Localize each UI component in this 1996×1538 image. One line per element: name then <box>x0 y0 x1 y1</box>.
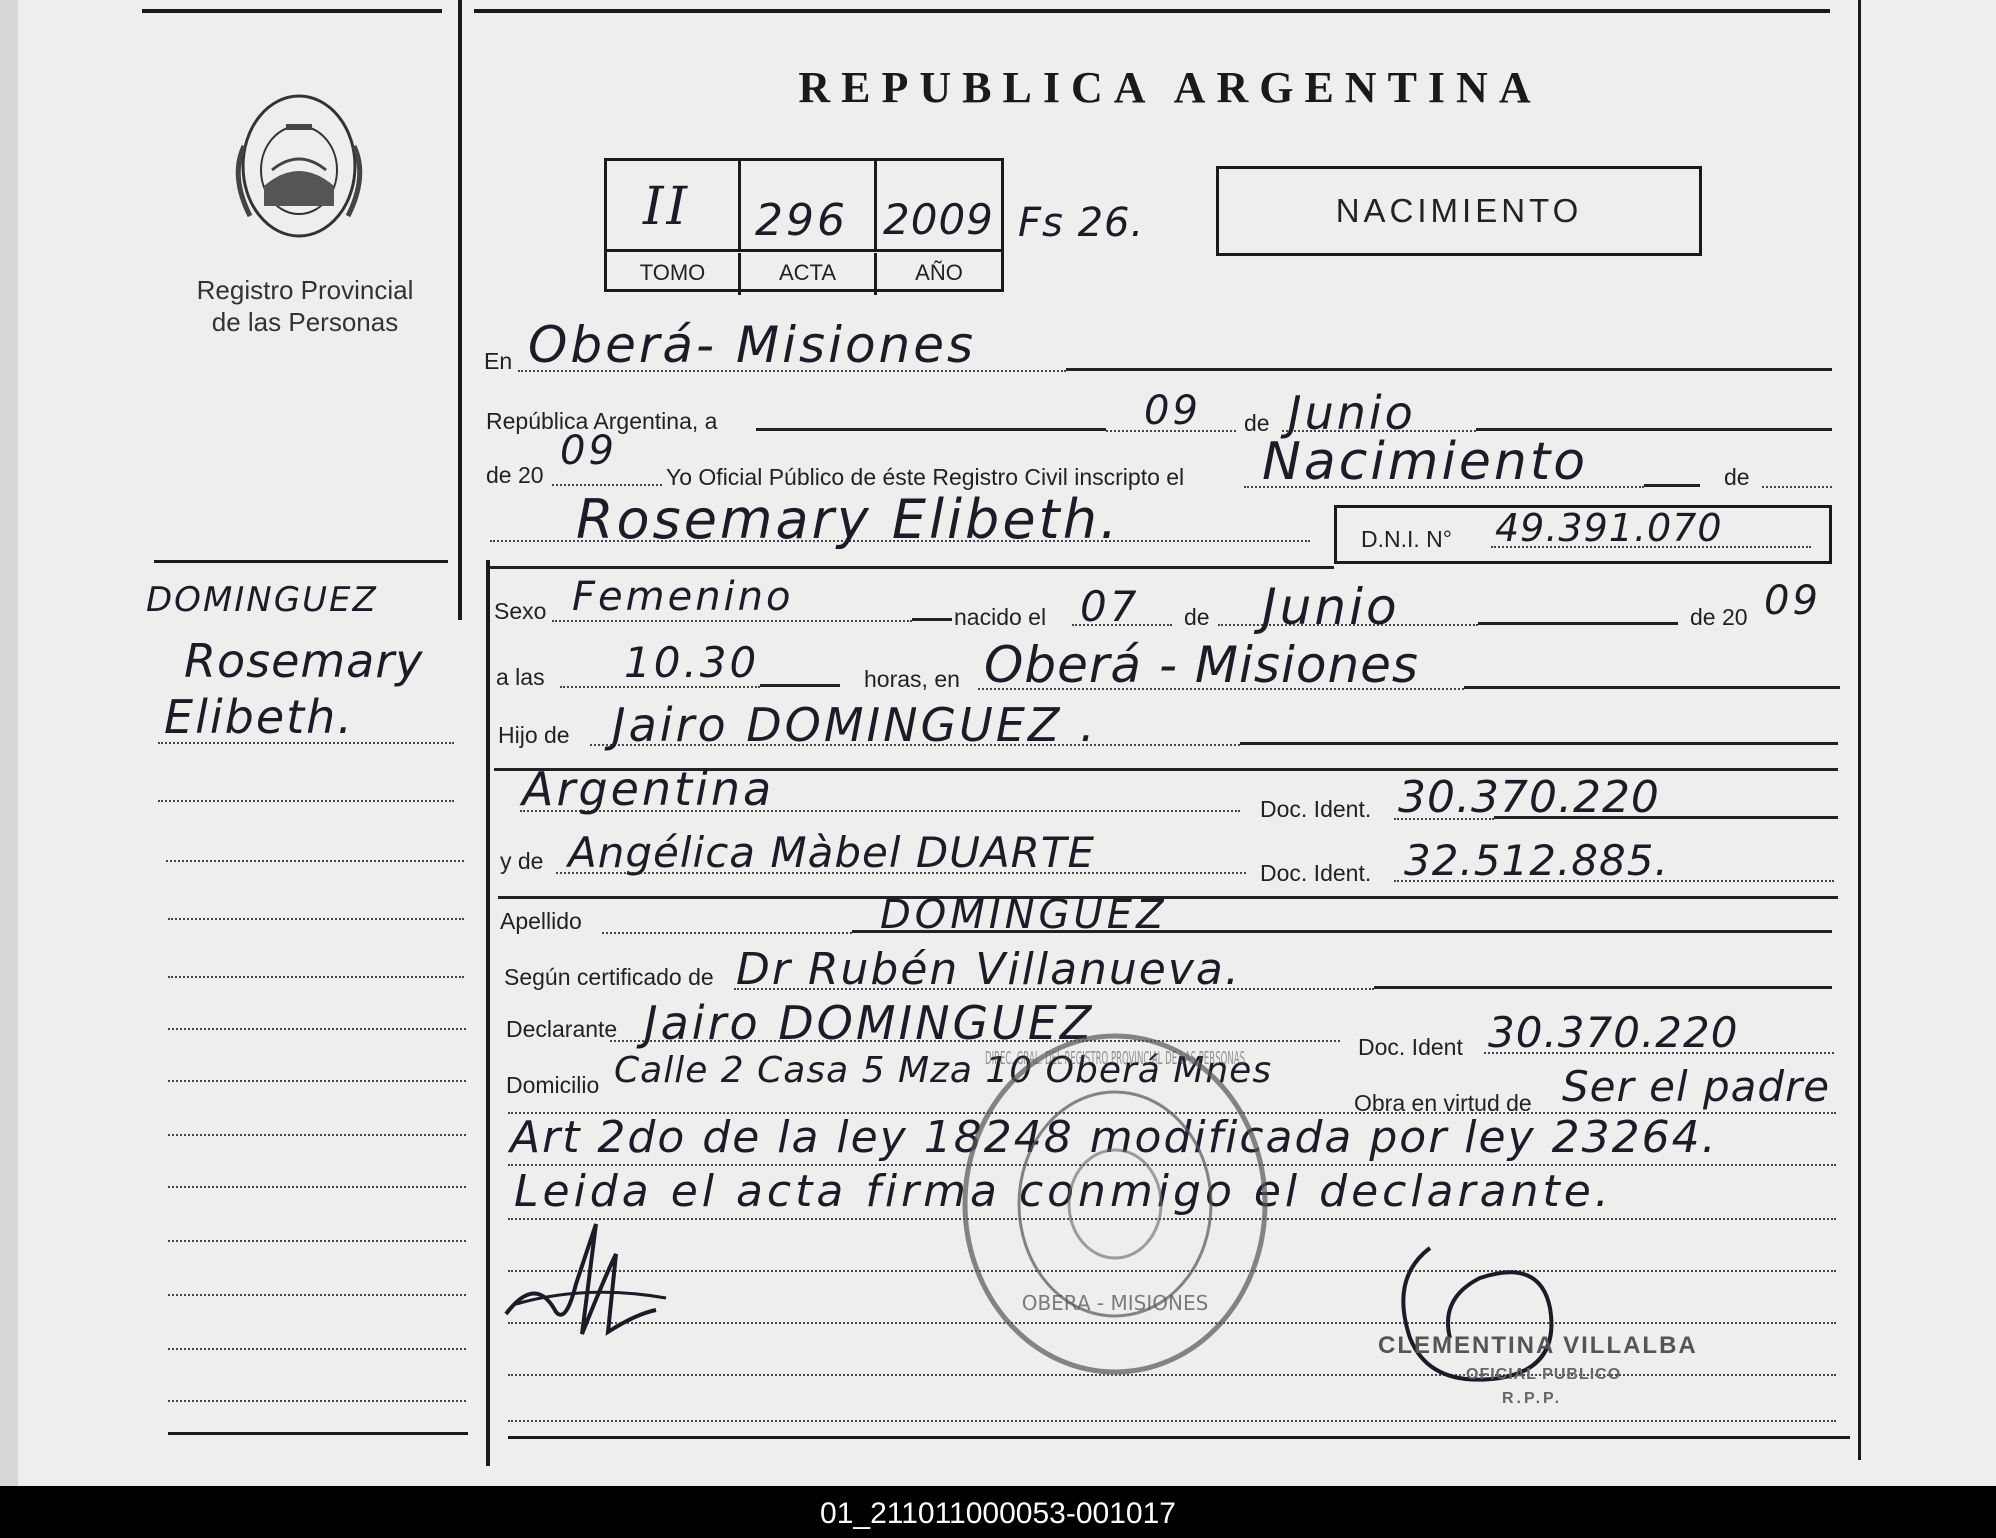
apellido-dotline <box>602 932 852 934</box>
hora-value: 10.30 <box>624 638 760 687</box>
declarante-label: Declarante <box>506 1016 618 1042</box>
en-line <box>1066 368 1832 371</box>
official-circular-stamp <box>950 1024 1280 1384</box>
official-title: OFICIAL PUBLICO <box>1466 1366 1622 1383</box>
margin-dotline <box>166 860 464 862</box>
acta-tipo-box: NACIMIENTO <box>1216 166 1702 256</box>
blank-dotline <box>508 1420 1836 1422</box>
nacido-mes-line <box>1478 622 1678 625</box>
page-right-border <box>1858 0 1861 1460</box>
stamp-center-text: OBERA - MISIONES <box>1021 1291 1209 1315</box>
inscripto-line <box>1644 484 1700 487</box>
padre-doc-value: 30.370.220 <box>1398 772 1660 823</box>
hijo-label: Hijo de <box>498 722 570 748</box>
domicilio-value: Calle 2 Casa 5 Mza 10 Oberá Mnes <box>614 1050 1273 1091</box>
margin-dotline <box>168 1186 466 1188</box>
dni-label: D.N.I. N° <box>1361 526 1452 552</box>
margin-dotline <box>168 1294 466 1296</box>
domicilio-label: Domicilio <box>506 1072 600 1098</box>
margin-dotline <box>168 1400 466 1402</box>
margin-dotline <box>168 1028 466 1030</box>
official-signature <box>1390 1218 1570 1388</box>
alas-label: a las <box>496 664 545 690</box>
anio-dotline <box>552 484 662 486</box>
declarante-doc-label: Doc. Ident <box>1358 1034 1463 1060</box>
de-2000-label: de 20 <box>1690 604 1748 630</box>
margin-nombre-1: Rosemary <box>184 634 424 688</box>
madre-bottom-line <box>498 896 1838 899</box>
folio-value: Fs 26. <box>1018 200 1145 246</box>
sexo-value: Femenino <box>572 574 794 620</box>
margin-apellido: DOMINGUEZ <box>146 580 378 620</box>
doc-ident-label-2: Doc. Ident. <box>1260 860 1372 886</box>
nacido-label: nacido el <box>954 604 1047 630</box>
segun-label: Según certificado de <box>504 964 714 990</box>
margin-dotline <box>158 800 454 802</box>
de-label-3: de <box>1184 604 1210 630</box>
nacido-mes-value: Junio <box>1262 578 1400 636</box>
yde-label: y de <box>500 848 544 874</box>
anio-inscripcion-value: 09 <box>560 428 617 474</box>
obra-value: Ser el padre <box>1562 1062 1831 1111</box>
official-org: R.P.P. <box>1502 1390 1563 1407</box>
de-label: de <box>1244 410 1270 436</box>
acta-label: ACTA <box>741 253 877 295</box>
top-rule-left <box>142 9 442 13</box>
lugar-value: Oberá - Misiones <box>984 636 1419 694</box>
republica-label: República Argentina, a <box>486 408 718 434</box>
nacido-dia-value: 07 <box>1080 582 1140 631</box>
form-bottom-rule <box>508 1436 1850 1439</box>
padre-nacionalidad: Argentina <box>522 762 775 816</box>
margin-bottom-rule <box>168 1432 468 1435</box>
page-fold-shadow <box>0 0 18 1486</box>
registro-line-2: de las Personas <box>211 307 399 337</box>
padre-line <box>1240 742 1838 745</box>
nombre-bottom-line <box>490 566 1334 569</box>
mes-line <box>1476 428 1832 431</box>
registro-provincial-label <box>150 274 460 338</box>
declarante-value: Jairo DOMINGUEZ <box>644 996 1095 1050</box>
en-label: En <box>484 348 513 374</box>
hora-line <box>760 684 840 687</box>
madre-value: Angélica Màbel DUARTE <box>568 828 1096 877</box>
anio-value: 2009 <box>883 195 994 244</box>
sexo-line <box>912 618 952 621</box>
official-name: CLEMENTINA VILLALBA <box>1378 1332 1698 1359</box>
nacido-anio-value: 09 <box>1764 578 1821 624</box>
margin-dotline <box>168 1240 466 1242</box>
de2-dotline <box>1762 486 1832 488</box>
anio-label: AÑO <box>915 260 963 285</box>
margin-dotline <box>168 918 464 920</box>
scan-footer <box>0 1486 1996 1538</box>
tomo-value: II <box>643 177 691 237</box>
stamp-ring-text: DIREC. GRAL. DEL REGISTRO PROVINCIAL DE LAS PERSONAS <box>985 1048 1245 1069</box>
acta-value: 296 <box>755 195 848 246</box>
nota-1: Art 2do de la ley 18248 modificada por ley 23264. <box>510 1112 1718 1163</box>
de-label-2: de <box>1724 464 1750 490</box>
en-value: Oberá- Misiones <box>528 316 977 374</box>
nombre-value: Rosemary Elibeth. <box>576 488 1121 551</box>
margin-nombre-2: Elibeth. <box>164 690 354 744</box>
declarante-signature <box>496 1214 676 1354</box>
dia-line <box>756 428 1106 431</box>
segun-value: Dr Rubén Villanueva. <box>736 944 1241 995</box>
nota-2: Leida el acta firma conmigo el declarante. <box>514 1166 1613 1217</box>
margin-dotline <box>168 1348 466 1350</box>
apellido-label: Apellido <box>500 908 582 934</box>
margin-rule <box>154 560 448 563</box>
dni-box <box>1334 505 1832 564</box>
declarante-doc-value: 30.370.220 <box>1488 1008 1739 1057</box>
obra-label: Obra en virtud de <box>1354 1090 1532 1116</box>
margin-dotline <box>168 1134 466 1136</box>
registro-line-1: Registro Provincial <box>196 275 414 305</box>
inscripto-value: Nacimiento <box>1262 432 1589 492</box>
tomo-acta-anio-box <box>604 158 1004 292</box>
document-title: REPUBLICA ARGENTINA <box>798 63 1542 112</box>
sexo-dotline <box>552 620 912 622</box>
dni-value: 49.391.070 <box>1495 506 1723 550</box>
top-rule-right <box>474 9 1830 13</box>
margin-dotline <box>168 1080 466 1082</box>
apellido-value: DOMINGUEZ <box>880 892 1168 938</box>
tomo-label: TOMO <box>607 253 741 295</box>
padre-value: Jairo DOMINGUEZ . <box>612 698 1098 752</box>
de20-label: de 20 <box>486 462 544 488</box>
lugar-line <box>1464 686 1840 689</box>
margin-dotline <box>168 976 464 978</box>
oficial-label: Yo Oficial Público de éste Registro Civil inscripto el <box>666 464 1185 490</box>
doc-ident-label: Doc. Ident. <box>1260 796 1372 822</box>
segun-line <box>1374 986 1832 989</box>
sexo-label: Sexo <box>494 598 547 624</box>
madre-doc-value: 32.512.885. <box>1404 836 1669 885</box>
provincia-misiones-seal <box>224 86 374 246</box>
horas-label: horas, en <box>864 666 960 692</box>
scan-id: 01_211011000053-001017 <box>820 1497 1176 1530</box>
margin-separator-bottom <box>486 560 490 1466</box>
mes-value: Junio <box>1288 386 1416 440</box>
dia-value: 09 <box>1144 388 1201 434</box>
